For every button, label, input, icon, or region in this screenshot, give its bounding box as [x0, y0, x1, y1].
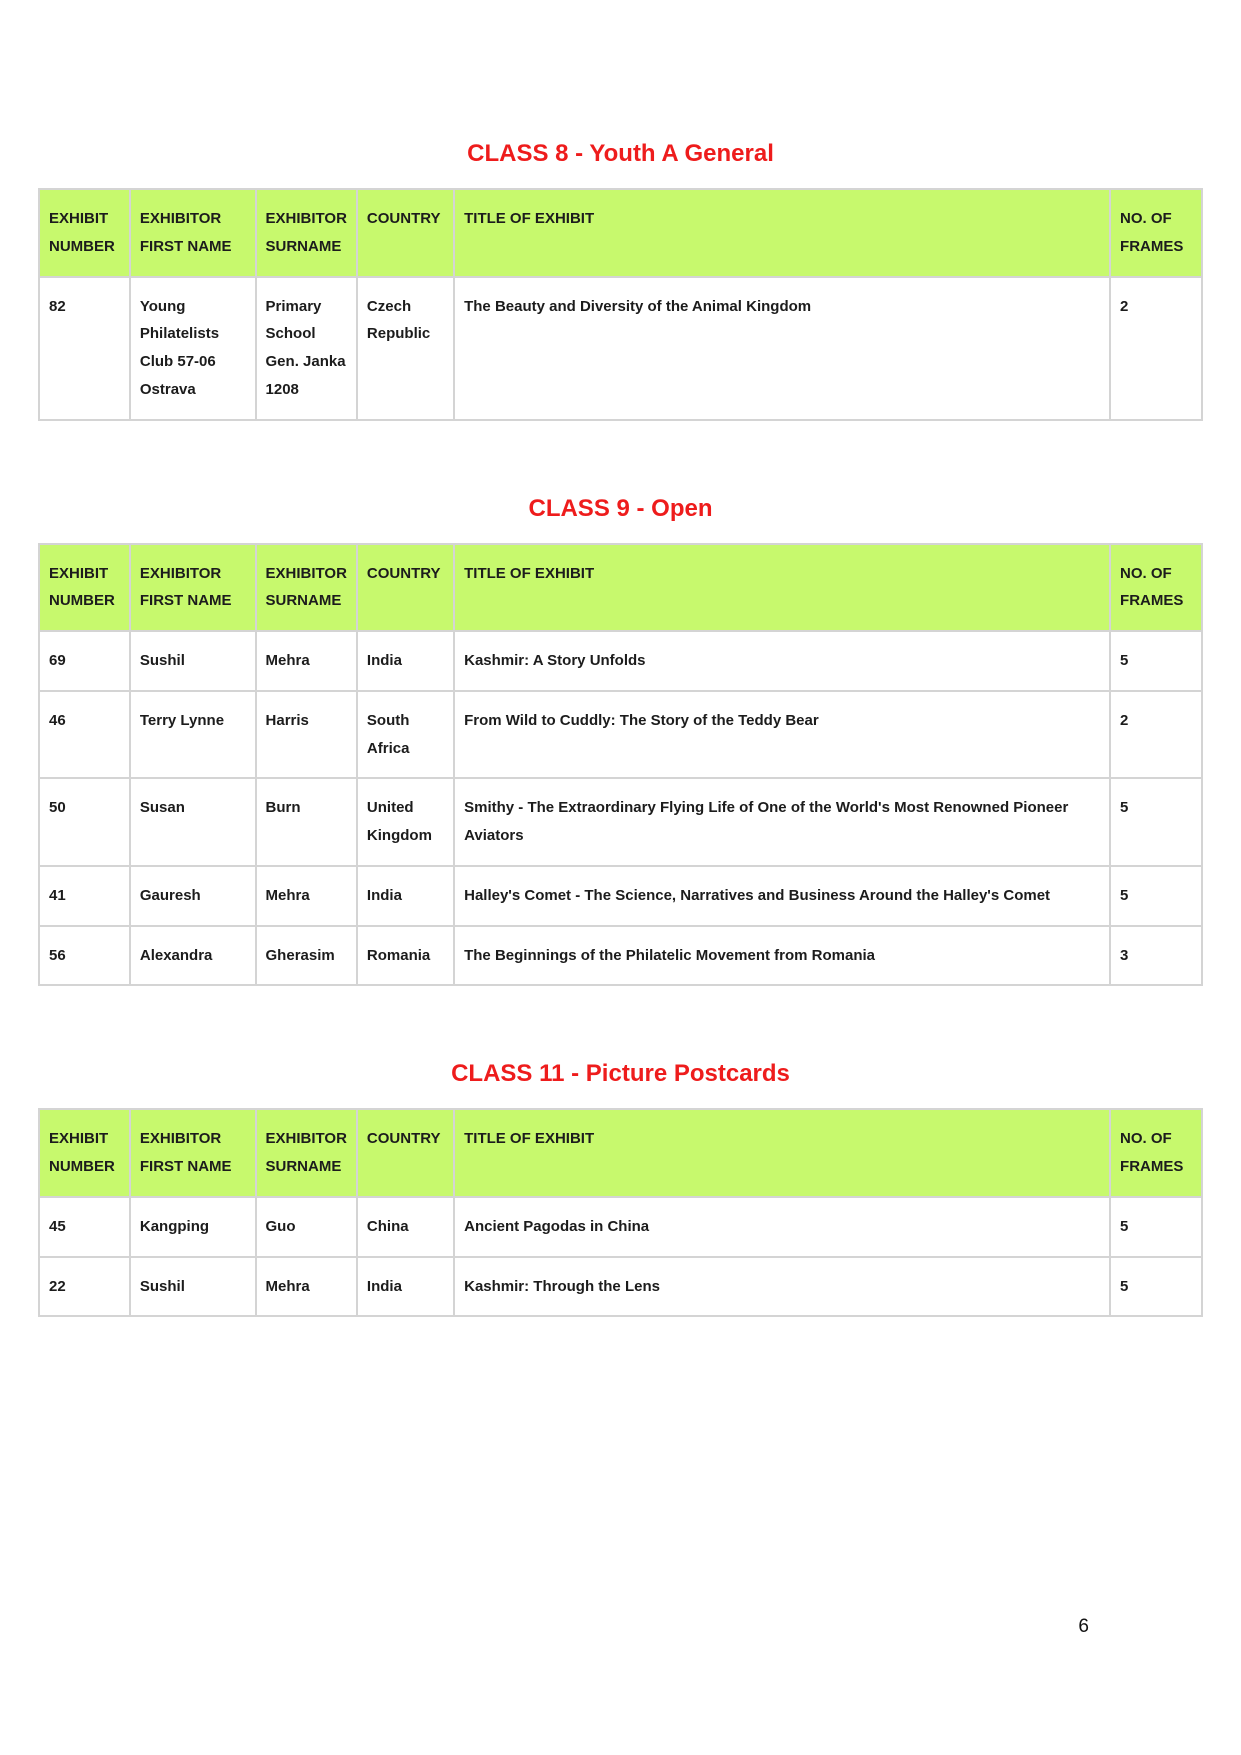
column-header-frames: NO. OF FRAMES — [1110, 1109, 1202, 1197]
cell-frames: 3 — [1110, 926, 1202, 986]
class-11-section — [38, 986, 1203, 1317]
cell-first-name: Sushil — [130, 631, 256, 691]
column-header-country: COUNTRY — [357, 544, 454, 632]
table-header — [39, 544, 1202, 632]
cell-title: Halley's Comet - The Science, Narratives and Business Around the Halley's Comet — [454, 866, 1110, 926]
class-8-table — [38, 188, 1203, 421]
class-9-table — [38, 543, 1203, 987]
cell-country: India — [357, 631, 454, 691]
column-header-frames: NO. OF FRAMES — [1110, 544, 1202, 632]
column-header-first-name: EXHIBITOR FIRST NAME — [130, 1109, 256, 1197]
table-header — [39, 189, 1202, 277]
cell-frames: 5 — [1110, 1197, 1202, 1257]
cell-first-name: Sushil — [130, 1257, 256, 1317]
cell-frames: 5 — [1110, 1257, 1202, 1317]
table-row — [39, 778, 1202, 866]
cell-surname: Mehra — [256, 631, 357, 691]
cell-frames: 2 — [1110, 277, 1202, 420]
table-row — [39, 1257, 1202, 1317]
table-row — [39, 866, 1202, 926]
cell-country: Czech Republic — [357, 277, 454, 420]
cell-title: The Beginnings of the Philatelic Movement from Romania — [454, 926, 1110, 986]
cell-title: Smithy - The Extraordinary Flying Life of One of the World's Most Renowned Pioneer Aviators — [454, 778, 1110, 866]
table-body — [39, 631, 1202, 985]
cell-exhibit-number: 69 — [39, 631, 130, 691]
table-row — [39, 691, 1202, 779]
cell-surname: Guo — [256, 1197, 357, 1257]
cell-first-name: Gauresh — [130, 866, 256, 926]
page-number: 6 — [1078, 1616, 1089, 1637]
column-header-first-name: EXHIBITOR FIRST NAME — [130, 544, 256, 632]
cell-title: Kashmir: Through the Lens — [454, 1257, 1110, 1317]
cell-exhibit-number: 45 — [39, 1197, 130, 1257]
cell-first-name: Susan — [130, 778, 256, 866]
column-header-title: TITLE OF EXHIBIT — [454, 544, 1110, 632]
cell-frames: 2 — [1110, 691, 1202, 779]
cell-surname: Mehra — [256, 866, 357, 926]
column-header-country: COUNTRY — [357, 189, 454, 277]
cell-exhibit-number: 82 — [39, 277, 130, 420]
header-row — [39, 189, 1202, 277]
cell-exhibit-number: 22 — [39, 1257, 130, 1317]
table-body — [39, 277, 1202, 420]
table-body — [39, 1197, 1202, 1317]
cell-exhibit-number: 46 — [39, 691, 130, 779]
table-row — [39, 926, 1202, 986]
header-row — [39, 1109, 1202, 1197]
cell-surname: Primary School Gen. Janka 1208 — [256, 277, 357, 420]
column-header-exhibit-number: EXHIBIT NUMBER — [39, 189, 130, 277]
header-row — [39, 544, 1202, 632]
column-header-surname: EXHIBITOR SURNAME — [256, 189, 357, 277]
cell-surname: Mehra — [256, 1257, 357, 1317]
class-8-section — [38, 0, 1203, 421]
cell-title: From Wild to Cuddly: The Story of the Teddy Bear — [454, 691, 1110, 779]
cell-country: India — [357, 866, 454, 926]
column-header-exhibit-number: EXHIBIT NUMBER — [39, 544, 130, 632]
column-header-first-name: EXHIBITOR FIRST NAME — [130, 189, 256, 277]
cell-first-name: Kangping — [130, 1197, 256, 1257]
cell-surname: Harris — [256, 691, 357, 779]
cell-exhibit-number: 50 — [39, 778, 130, 866]
cell-first-name: Terry Lynne — [130, 691, 256, 779]
cell-frames: 5 — [1110, 866, 1202, 926]
class-9-section — [38, 421, 1203, 987]
column-header-surname: EXHIBITOR SURNAME — [256, 544, 357, 632]
column-header-title: TITLE OF EXHIBIT — [454, 189, 1110, 277]
cell-surname: Burn — [256, 778, 357, 866]
class-9-heading: CLASS 9 - Open — [528, 494, 713, 522]
cell-country: United Kingdom — [357, 778, 454, 866]
class-11-heading: CLASS 11 - Picture Postcards — [451, 1060, 790, 1088]
cell-frames: 5 — [1110, 778, 1202, 866]
column-header-country: COUNTRY — [357, 1109, 454, 1197]
cell-exhibit-number: 41 — [39, 866, 130, 926]
cell-frames: 5 — [1110, 631, 1202, 691]
column-header-title: TITLE OF EXHIBIT — [454, 1109, 1110, 1197]
column-header-frames: NO. OF FRAMES — [1110, 189, 1202, 277]
cell-title: Kashmir: A Story Unfolds — [454, 631, 1110, 691]
cell-country: China — [357, 1197, 454, 1257]
cell-country: South Africa — [357, 691, 454, 779]
cell-title: The Beauty and Diversity of the Animal Kingdom — [454, 277, 1110, 420]
class-11-table — [38, 1108, 1203, 1317]
column-header-surname: EXHIBITOR SURNAME — [256, 1109, 357, 1197]
cell-title: Ancient Pagodas in China — [454, 1197, 1110, 1257]
table-row — [39, 631, 1202, 691]
column-header-exhibit-number: EXHIBIT NUMBER — [39, 1109, 130, 1197]
cell-surname: Gherasim — [256, 926, 357, 986]
cell-country: India — [357, 1257, 454, 1317]
class-8-heading: CLASS 8 - Youth A General — [467, 140, 774, 167]
cell-exhibit-number: 56 — [39, 926, 130, 986]
cell-first-name: Young Philatelists Club 57-06 Ostrava — [130, 277, 256, 420]
table-header — [39, 1109, 1202, 1197]
table-row — [39, 1197, 1202, 1257]
cell-country: Romania — [357, 926, 454, 986]
cell-first-name: Alexandra — [130, 926, 256, 986]
table-row — [39, 277, 1202, 420]
